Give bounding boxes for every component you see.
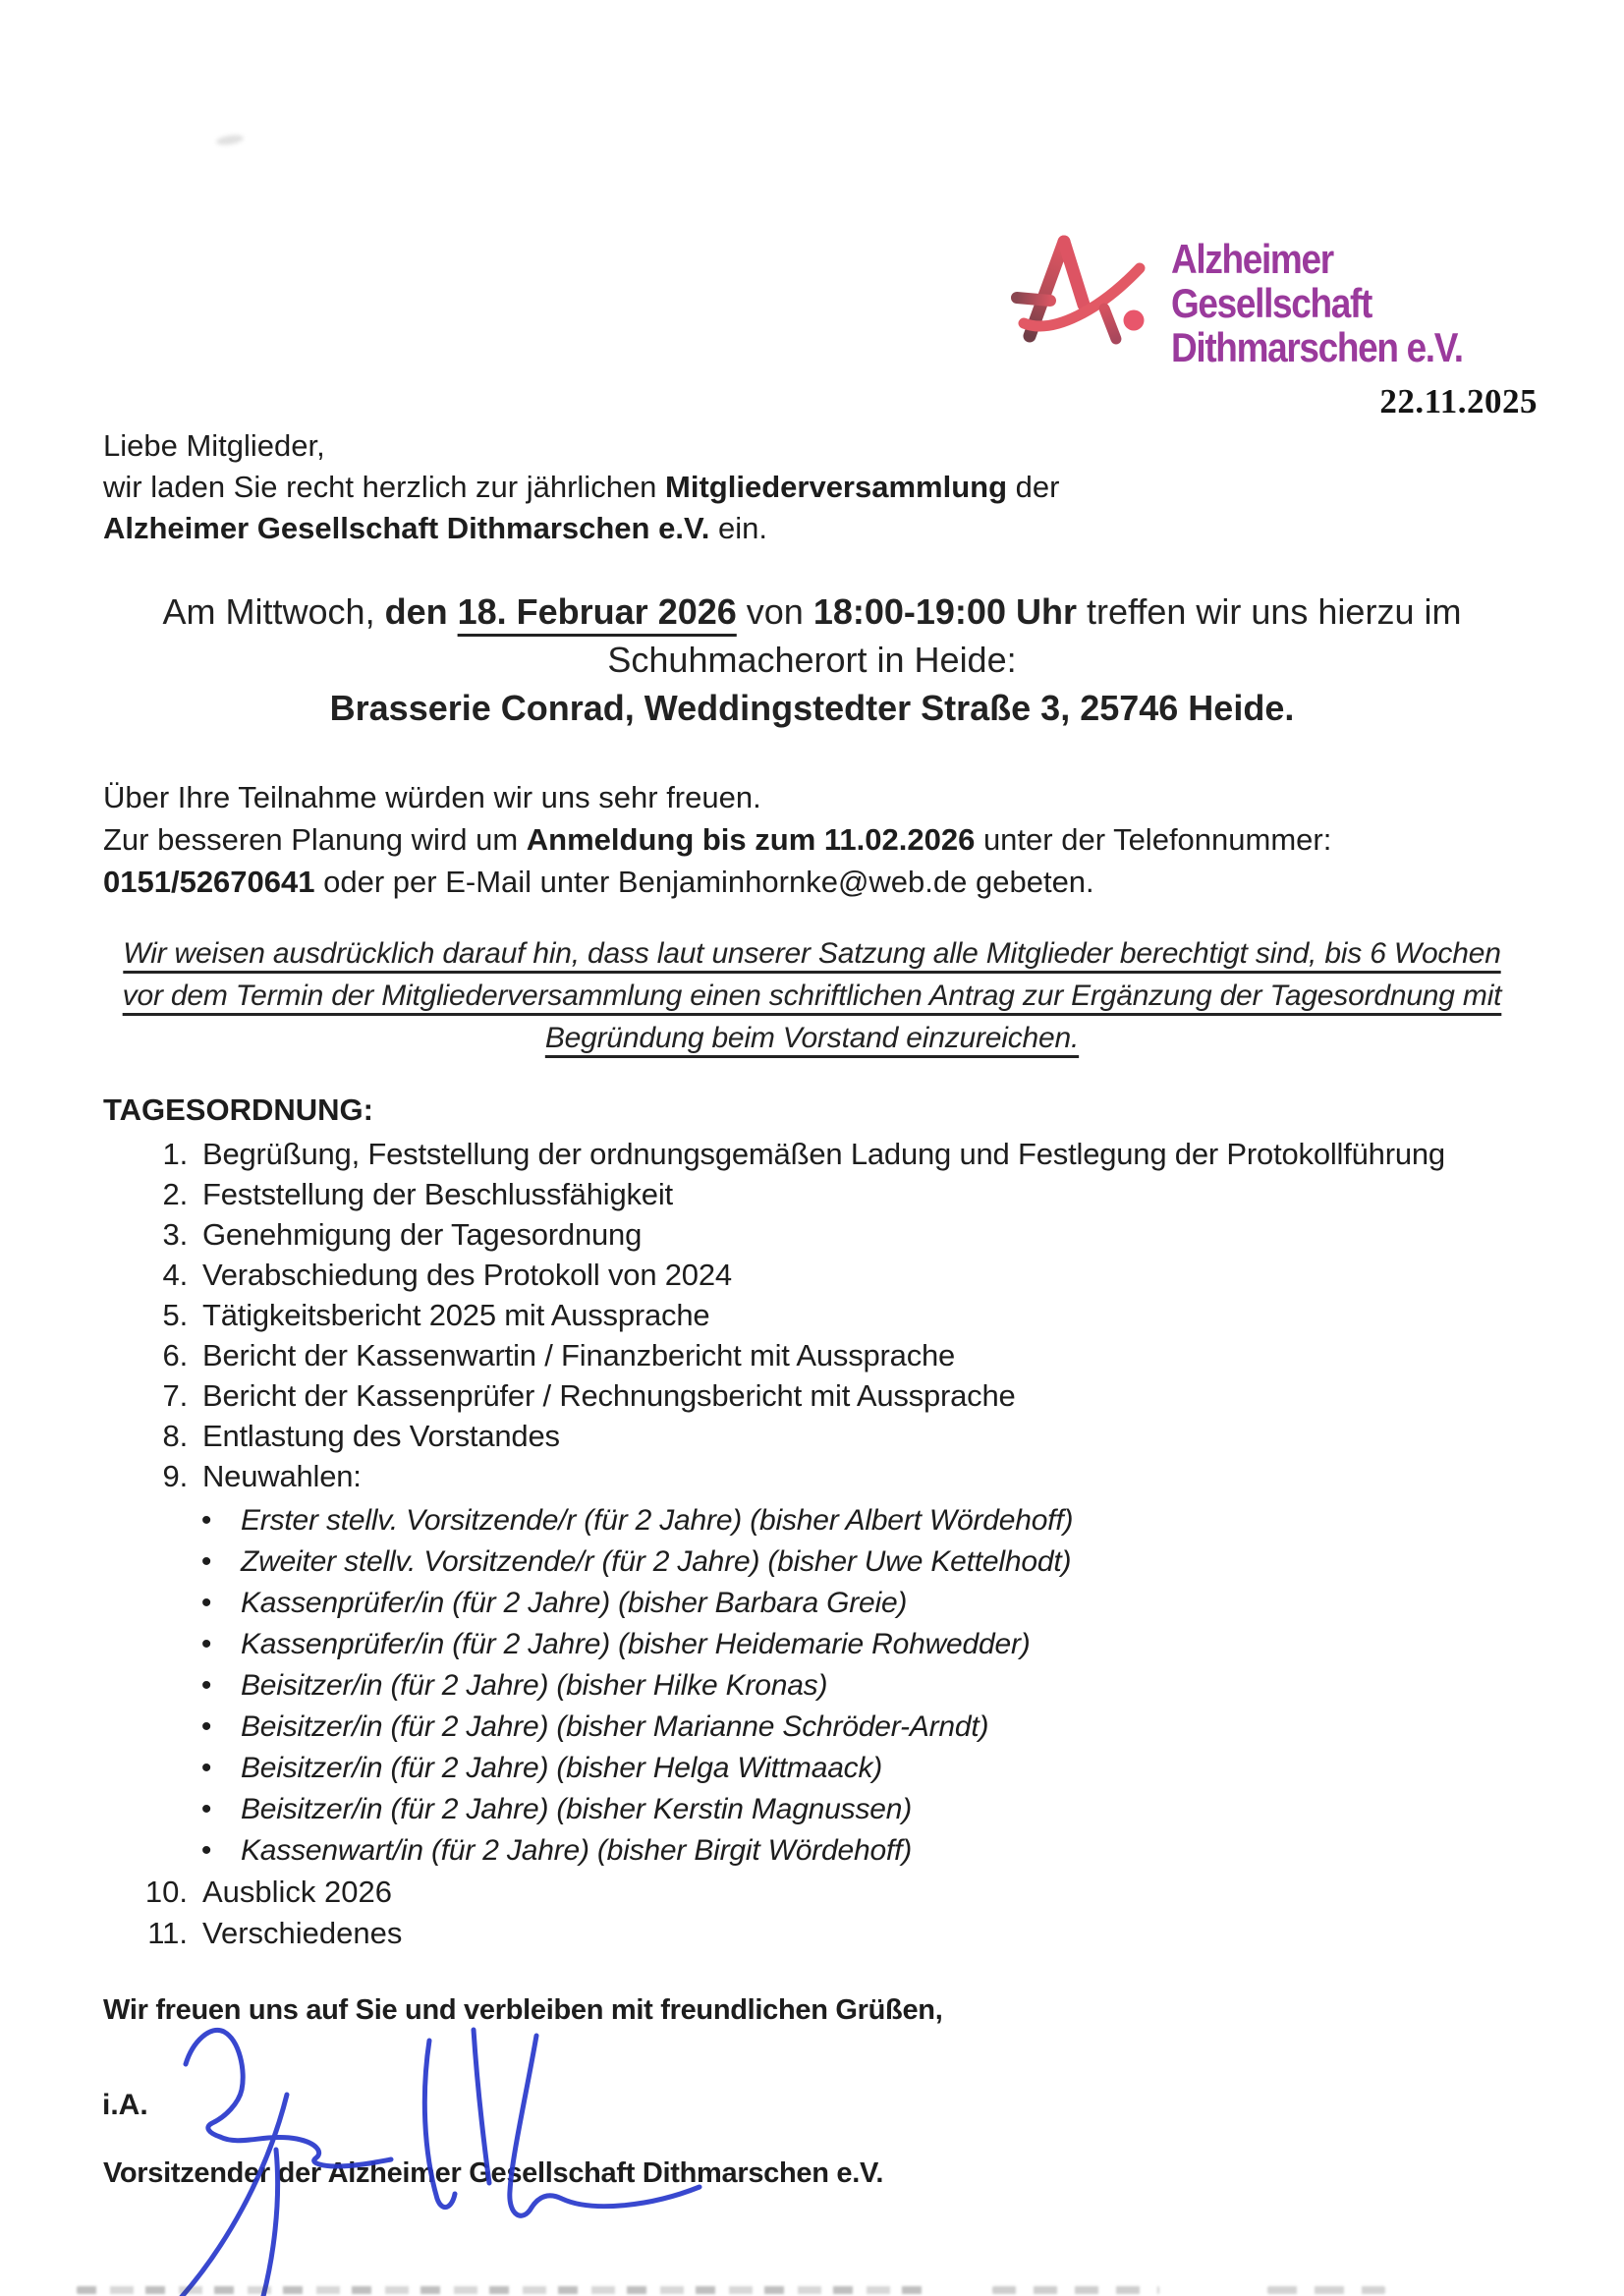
agenda-item-7: 7. Bericht der Kassenprüfer / Rechnungsbericht mit Aussprache [162, 1378, 1016, 1413]
scan-cutoff-text-strip [77, 2286, 931, 2294]
election-item-9: • Kassenwart/in (für 2 Jahre) (bisher Birgit Wördehoff) [103, 1830, 1073, 1872]
meeting-details-block [39, 588, 1585, 732]
notice-line-2: vor dem Termin der Mitgliederversammlung einen schriftlichen Antrag zur Ergänzung der Tagesordnung mit [122, 980, 1502, 1012]
logo-line-1: Alzheimer [1171, 236, 1333, 282]
agenda-item-3: 3. Genehmigung der Tagesordnung [162, 1217, 643, 1252]
agenda-title: TAGESORDNUNG: [103, 1092, 373, 1127]
election-item-2: • Zweiter stellv. Vorsitzende/r (für 2 Jahre) (bisher Uwe Kettelhodt) [103, 1541, 1073, 1583]
signature-prefix: i.A. [102, 2089, 148, 2121]
meeting-venue: Brasserie Conrad, Weddingstedter Straße 3, 25746 Heide. [329, 688, 1295, 728]
rsvp-block [103, 776, 1331, 903]
bold-society-name: Alzheimer Gesellschaft Dithmarschen e.V. [103, 511, 710, 545]
agenda-item-11: 11. Verschiedenes [147, 1916, 403, 1950]
rsvp-line-2: Zur besseren Planung wird um Anmeldung bis zum 11.02.2026 unter der Telefonnummer: [103, 822, 1332, 857]
scan-smudge [215, 134, 244, 146]
intro-line: wir laden Sie recht herzlich zur jährlichen Mitgliederversammlung der [103, 470, 1060, 504]
elections-list [103, 1500, 1073, 1872]
rsvp-email-text: oder per E-Mail unter Benjaminhornke@web.de gebeten. [314, 865, 1094, 899]
election-item-4: • Kassenprüfer/in (für 2 Jahre) (bisher Heidemarie Rohwedder) [103, 1624, 1073, 1665]
election-item-5: • Beisitzer/in (für 2 Jahre) (bisher Hilke Kronas) [103, 1665, 1073, 1707]
agenda-item-6: 6. Bericht der Kassenwartin / Finanzbericht mit Aussprache [162, 1338, 956, 1372]
agenda-item-9: 9. Neuwahlen: [162, 1459, 362, 1493]
meeting-line-2: Schuhmacherort in Heide: [607, 640, 1017, 680]
intro-line-2: Alzheimer Gesellschaft Dithmarschen e.V. ein. [103, 511, 767, 545]
election-item-6: • Beisitzer/in (für 2 Jahre) (bisher Marianne Schröder-Arndt) [103, 1707, 1073, 1748]
election-item-3: • Kassenprüfer/in (für 2 Jahre) (bisher Barbara Greie) [103, 1583, 1073, 1624]
logo-line-2: Gesellschaft [1171, 280, 1372, 326]
scan-cutoff-text-strip [1267, 2286, 1385, 2294]
greeting-block [103, 425, 1059, 549]
rsvp-line-1: Über Ihre Teilnahme würden wir uns sehr freuen. [103, 780, 761, 814]
election-item-8: • Beisitzer/in (für 2 Jahre) (bisher Kerstin Magnussen) [103, 1789, 1073, 1830]
scan-cutoff-text-strip [992, 2286, 1159, 2294]
agenda-item-10: 10. Ausblick 2026 [144, 1875, 393, 1909]
rsvp-deadline: Anmeldung bis zum 11.02.2026 [526, 822, 976, 857]
agenda-tail-list [103, 1872, 402, 1954]
bold-mitgliederversammlung: Mitgliederversammlung [665, 470, 1008, 504]
agenda-item-5: 5. Tätigkeitsbericht 2025 mit Aussprache [162, 1298, 710, 1332]
agenda-item-1: 1. Begrüßung, Feststellung der ordnungsgemäßen Ladung und Festlegung der Protokollführung [162, 1137, 1445, 1171]
notice-line-1: Wir weisen ausdrücklich darauf hin, dass laut unserer Satzung alle Mitglieder berechtigt sind, bis 6 Wochen [123, 937, 1501, 970]
signer-role: Vorsitzender der Alzheimer Gesellschaft Dithmarschen e.V. [103, 2157, 884, 2189]
meeting-line-1: Am Mittwoch, den 18. Februar 2026 von 18:00-19:00 Uhr treffen wir uns hierzu im [162, 591, 1462, 632]
agenda-list [103, 1134, 1445, 1496]
notice-line-3: Begründung beim Vorstand einzureichen. [544, 1022, 1080, 1054]
statute-notice [69, 932, 1555, 1059]
meeting-date-underlined: 18. Februar 2026 [457, 591, 737, 632]
logo-wordmark [1171, 237, 1463, 369]
meeting-time: 18:00-19:00 Uhr [812, 591, 1077, 632]
closing-line: Wir freuen uns auf Sie und verbleiben mit freundlichen Grüßen, [103, 1994, 943, 2026]
agenda-item-4: 4. Verabschiedung des Protokoll von 2024 [162, 1258, 732, 1292]
letter-date: 22.11.2025 [1379, 382, 1538, 420]
agenda-item-8: 8. Entlastung des Vorstandes [162, 1419, 560, 1453]
salutation: Liebe Mitglieder, [103, 428, 325, 463]
alzheimer-gesellschaft-logo-icon [994, 229, 1161, 357]
agenda-item-2: 2. Feststellung der Beschlussfähigkeit [162, 1177, 673, 1211]
election-item-1: • Erster stellv. Vorsitzende/r (für 2 Jahre) (bisher Albert Wördehoff) [103, 1500, 1073, 1541]
logo-line-3: Dithmarschen e.V. [1171, 324, 1463, 370]
rsvp-phone-number: 0151/52670641 [103, 865, 315, 899]
election-item-7: • Beisitzer/in (für 2 Jahre) (bisher Helga Wittmaack) [103, 1748, 1073, 1789]
rsvp-line-3 [103, 861, 1331, 903]
